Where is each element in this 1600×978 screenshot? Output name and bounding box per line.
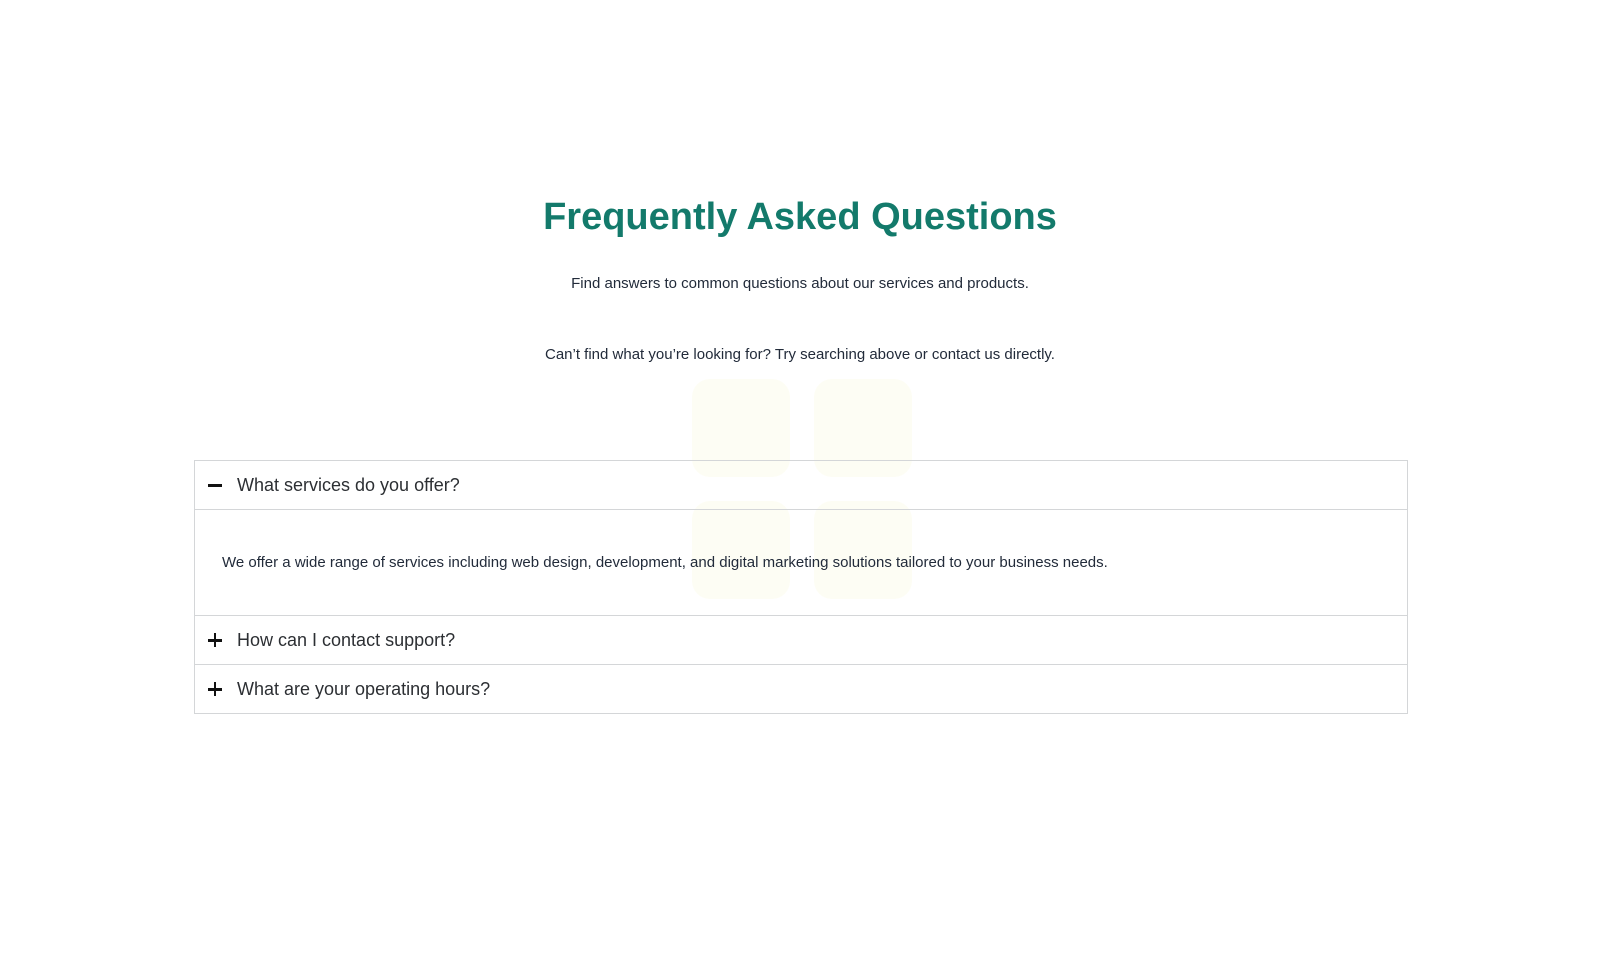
page-title: Frequently Asked Questions xyxy=(543,196,1057,238)
faq-question: What services do you offer? xyxy=(237,474,460,495)
faq-question: How can I contact support? xyxy=(237,629,456,650)
plus-icon xyxy=(207,632,223,648)
faq-item-services xyxy=(194,460,1408,616)
faq-item-support xyxy=(194,615,1408,665)
faq-toggle-hours[interactable] xyxy=(195,665,1407,713)
help-hint: Can’t find what you’re looking for? Try searching above or contact us directly. xyxy=(545,346,1055,363)
plus-icon xyxy=(207,681,223,697)
faq-answer: We offer a wide range of services including web design, development, and digital marketing solutions tailored to your business needs. xyxy=(195,509,1407,615)
faq-accordion xyxy=(194,461,1408,714)
faq-toggle-support[interactable] xyxy=(195,616,1407,664)
page-subtitle: Find answers to common questions about our services and products. xyxy=(571,275,1029,292)
minus-icon xyxy=(207,477,223,493)
faq-item-hours xyxy=(194,664,1408,714)
faq-question: What are your operating hours? xyxy=(237,678,491,699)
faq-toggle-services[interactable] xyxy=(195,461,1407,509)
